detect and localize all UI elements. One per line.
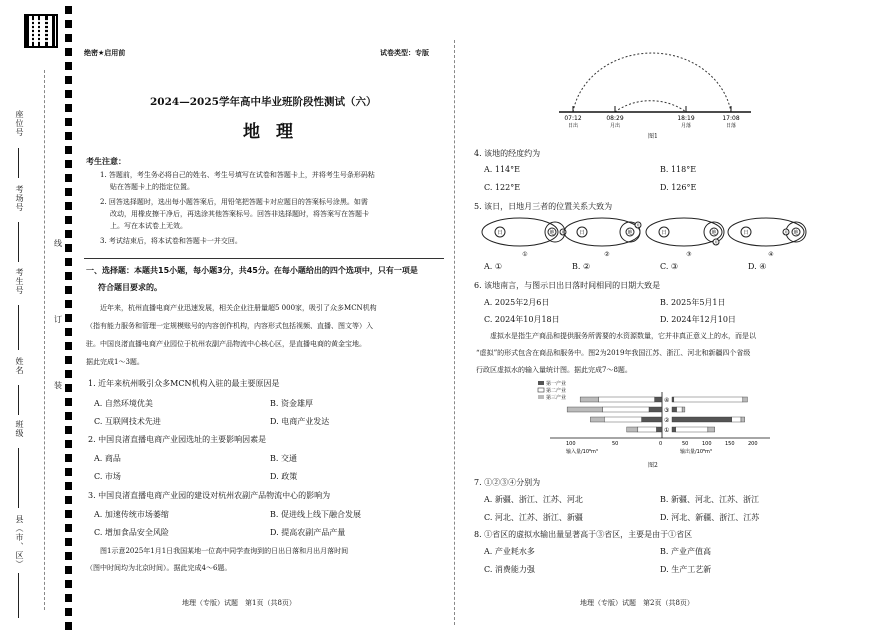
figure-1-sunrise-moonrise [555,40,755,128]
legend-swatch-secondary [538,388,544,392]
passage3-line2: “虚拟”的形式包含在商品和服务中。图2为2019年我国江苏、浙江、河北和新疆四个省级 [476,349,751,357]
bar-output-row2-s3 [682,407,685,412]
passage1-line1: 近年来，杭州直播电商产业迅速发展，相关企业注册量超5 000家，吸引了众多MCN机构 [100,304,377,312]
line-char-ding: 订 [54,315,62,324]
orbit-diagram-2 [564,218,641,258]
county-label: 县（市、区） [15,515,24,569]
q1-option-b[interactable]: B. 资金雄厚 [270,399,313,408]
seat-line [18,148,19,178]
bar-input-row1-s3 [580,397,599,402]
county-line [18,573,19,618]
class-line [18,448,19,508]
q8-option-b[interactable]: B. 产业产值高 [660,547,711,556]
line-char-zhuang: 装 [54,381,62,390]
q2-option-a[interactable]: A. 商品 [94,454,121,463]
bar-output-row2-s1 [672,407,677,412]
q5-option-c[interactable]: C. ③ [660,262,679,271]
right-axis-label: 输出量/10⁸m³ [680,449,712,455]
line-char-xian: 线 [54,239,62,248]
q6-option-b[interactable]: B. 2025年5月1日 [660,298,726,307]
row-label-4: ① [664,427,670,434]
tick-left-100: 100 [566,441,576,447]
q6-option-d[interactable]: D. 2024年12月10日 [660,315,736,324]
fig2-row-labels [664,397,670,434]
q3-option-c[interactable]: C. 增加食品安全风险 [94,528,169,537]
svg-text:④: ④ [768,251,774,258]
svg-text:地: 地 [793,230,799,236]
secret-label: 绝密★启用前 [84,49,126,57]
right-footer: 地理（专版）试题 第2页（共8页） [580,599,694,607]
q5-option-b[interactable]: B. ② [572,262,591,271]
tick-left-50: 50 [612,441,619,447]
exam-no-line [18,222,19,262]
figure-1-caption: 图1 [648,133,658,140]
q3-option-a[interactable]: A. 加速传统市场萎缩 [94,510,169,519]
exam-no-label: 考场号 [15,185,24,212]
notice-2a: 2. 回答选择题时，选出每小题答案后，用铅笔把答题卡对应题目的答案标号涂黑。如需 [100,198,368,206]
bar-output-row4-s2 [676,427,708,432]
passage3-line3: 行政区虚拟水的输入量统计图。据此完成7～8题。 [476,366,632,374]
orbit-diagram-1 [482,218,566,258]
fig2-bars [567,397,747,432]
bar-output-row3-s3 [741,417,745,422]
paper-type-label: 试卷类型：专版 [380,49,429,57]
legend-primary: 第一产业 [546,381,567,387]
svg-text:月: 月 [784,230,788,235]
question-4: 4. 该地的经度约为 [474,149,541,158]
notice-2c: 上。写在本试卷上无效。 [110,222,187,230]
moonset-label: 月落 [680,123,692,128]
moonset-time: 18:19 [677,115,695,122]
passage2-line2: （图中时间均为北京时间）。据此完成4～6题。 [86,564,232,572]
bar-output-row1-s1 [672,397,674,402]
q5-orbit-diagrams [480,214,810,258]
class-label: 班级 [15,420,24,438]
question-5: 5. 该日，日地月三者的位置关系大致为 [474,202,613,211]
bar-input-row4-s1 [656,427,662,432]
q1-option-a[interactable]: A. 自然环境优美 [94,399,153,408]
bar-output-row1-s2 [674,397,743,402]
svg-text:②: ② [604,251,610,258]
q4-option-d[interactable]: D. 126°E [660,183,697,192]
figure-2-virtual-water-chart [530,378,780,458]
bar-output-row4-s3 [708,427,715,432]
orbit-diagram-4 [728,218,806,258]
svg-text:地: 地 [627,230,633,236]
sunrise-label: 日出 [567,123,579,128]
svg-text:日: 日 [661,230,667,236]
q6-option-c[interactable]: C. 2024年10月18日 [484,315,560,324]
svg-text:月: 月 [714,240,718,245]
q7-option-c[interactable]: C. 河北、江苏、浙江、新疆 [484,513,583,522]
sunrise-time: 07:12 [564,115,582,122]
q6-option-a[interactable]: A. 2025年2月6日 [484,298,550,307]
moonrise-label: 月出 [609,123,621,128]
notice-1a: 1. 答题前，考生务必将自己的姓名、考生号填写在试卷和答题卡上，并将考生号条形码粘 [100,171,375,179]
legend-tertiary: 第三产业 [546,395,567,401]
row-label-1: ④ [664,397,670,404]
binding-dashed-line [44,70,45,610]
svg-text:日: 日 [497,230,503,236]
svg-text:月: 月 [561,230,565,235]
sun-arc [573,53,731,112]
q2-option-b[interactable]: B. 交通 [270,454,297,463]
tick-zero: 0 [659,441,663,447]
row-label-3: ② [664,417,670,424]
tick-right-200: 200 [748,441,758,447]
legend-secondary: 第二产业 [546,388,567,394]
name-line [18,385,19,415]
q5-option-a[interactable]: A. ① [484,262,503,271]
question-1: 1. 近年来杭州吸引众多MCN机构入驻的最主要原因是 [88,379,280,388]
passage3-line1: 虚拟水是指生产商品和提供服务所需要的水资源数量，它并非真正意义上的水，而是以 [490,332,756,340]
bar-input-row3-s2 [604,417,641,422]
q7-option-b[interactable]: B. 新疆、河北、江苏、浙江 [660,495,759,504]
section-heading-2: 符合题目要求的。 [98,283,162,292]
q1-option-c[interactable]: C. 互联网技术先进 [94,417,161,426]
bar-input-row2-s2 [602,407,649,412]
bar-input-row4-s2 [638,427,657,432]
legend-swatch-tertiary [538,395,544,399]
figure-2-caption: 图2 [648,462,658,469]
subject-title: 地理 [243,122,309,142]
bar-input-row2-s3 [567,407,602,412]
svg-text:地: 地 [711,230,717,236]
qr-code [24,14,58,48]
q4-option-a[interactable]: A. 114°E [484,165,520,174]
passage1-line3: 驻。中国良渚直播电商产业园位于杭州农副产品物流中心核心区，是直播电商的黄金宝地。 [86,340,366,348]
tick-right-100: 100 [702,441,712,447]
svg-text:①: ① [522,251,528,258]
q3-option-b[interactable]: B. 促进线上线下融合发展 [270,510,361,519]
orbit-diagram-3 [646,218,724,258]
sunset-time: 17:08 [722,115,740,122]
svg-text:日: 日 [743,230,749,236]
bar-input-row2-s1 [649,407,662,412]
id-label: 考生号 [15,268,24,295]
svg-text:③: ③ [686,251,692,258]
passage1-line2: （指有能力服务和管理一定规模账号的内容创作机构，内容形式包括视频、直播、图文等）入 [86,322,373,330]
question-7: 7. ①②③④分别为 [474,478,541,487]
legend-swatch-primary [538,381,544,385]
seat-label: 座位号 [15,110,24,137]
bar-output-row3-s2 [732,417,741,422]
bar-output-row4-s1 [672,427,676,432]
svg-text:地: 地 [549,230,555,236]
q2-option-c[interactable]: C. 市场 [94,472,121,481]
q7-option-d[interactable]: D. 河北、新疆、浙江、江苏 [660,513,760,522]
left-footer: 地理（专版）试题 第1页（共8页） [182,599,296,607]
sunset-label: 日落 [725,123,737,128]
bar-input-row3-s3 [590,417,604,422]
question-3: 3. 中国良渚直播电商产业园的建设对杭州农副产品物流中心的影响为 [88,491,331,500]
id-line [18,305,19,350]
passage1-line4: 据此完成1～3题。 [86,358,144,366]
q3-option-d[interactable]: D. 提高农副产品产量 [270,528,346,537]
exam-title: 2024—2025学年高中毕业班阶段性测试（六） [150,96,377,108]
name-label: 姓名 [15,357,24,375]
q8-option-c[interactable]: C. 消费能力强 [484,565,535,574]
notice-1b: 贴在答题卡上的指定位置。 [110,183,194,191]
notice-title: 考生注意： [86,157,126,166]
notice-2b: 改动，用橡皮擦干净后，再选涂其他答案标号。回答非选择题时，将答案写在答题卡 [110,210,369,218]
q5-option-d[interactable]: D. ④ [748,262,767,271]
bar-output-row2-s2 [677,407,683,412]
section-heading-1: 一、选择题：本题共15小题，每小题3分，共45分。在每小题给出的四个选项中，只有一项是 [86,266,418,275]
bar-input-row3-s1 [642,417,662,422]
bar-output-row1-s3 [743,397,748,402]
binding-barcode-strip [65,0,72,630]
q4-option-b[interactable]: B. 118°E [660,165,697,174]
question-8: 8. ①省区的虚拟水输出量显著高于③省区，主要是由于①省区 [474,530,693,539]
svg-text:日: 日 [579,230,585,236]
tick-right-150: 150 [725,441,735,447]
tick-right-50: 50 [682,441,689,447]
question-2: 2. 中国良渚直播电商产业园选址的主要影响因素是 [88,435,267,444]
q1-option-d[interactable]: D. 电商产业发达 [270,417,330,426]
page-divider [454,40,455,625]
question-6: 6. 该地南言，与图示日出日落时间相同的日期大致是 [474,281,661,290]
row-label-2: ③ [664,407,670,414]
q7-option-a[interactable]: A. 新疆、浙江、江苏、河北 [484,495,583,504]
svg-text:月: 月 [636,223,640,228]
q8-option-d[interactable]: D. 生产工艺新 [660,565,712,574]
q4-option-c[interactable]: C. 122°E [484,183,521,192]
left-axis-label: 输入量/10⁸m³ [566,449,598,455]
notice-divider [84,258,444,259]
moon-arc [615,101,686,112]
moonrise-time: 08:29 [606,115,624,122]
q2-option-d[interactable]: D. 政策 [270,472,298,481]
q8-option-a[interactable]: A. 产业耗水多 [484,547,535,556]
passage2-line1: 图1示意2025年1月1日我国某地一位高中同学查询到的日出日落和月出月落时间 [100,547,349,555]
bar-output-row3-s1 [672,417,732,422]
bar-input-row1-s1 [655,397,662,402]
bar-input-row1-s2 [599,397,655,402]
notice-3: 3. 考试结束后，将本试卷和答题卡一并交回。 [100,237,242,245]
bar-input-row4-s3 [627,427,638,432]
